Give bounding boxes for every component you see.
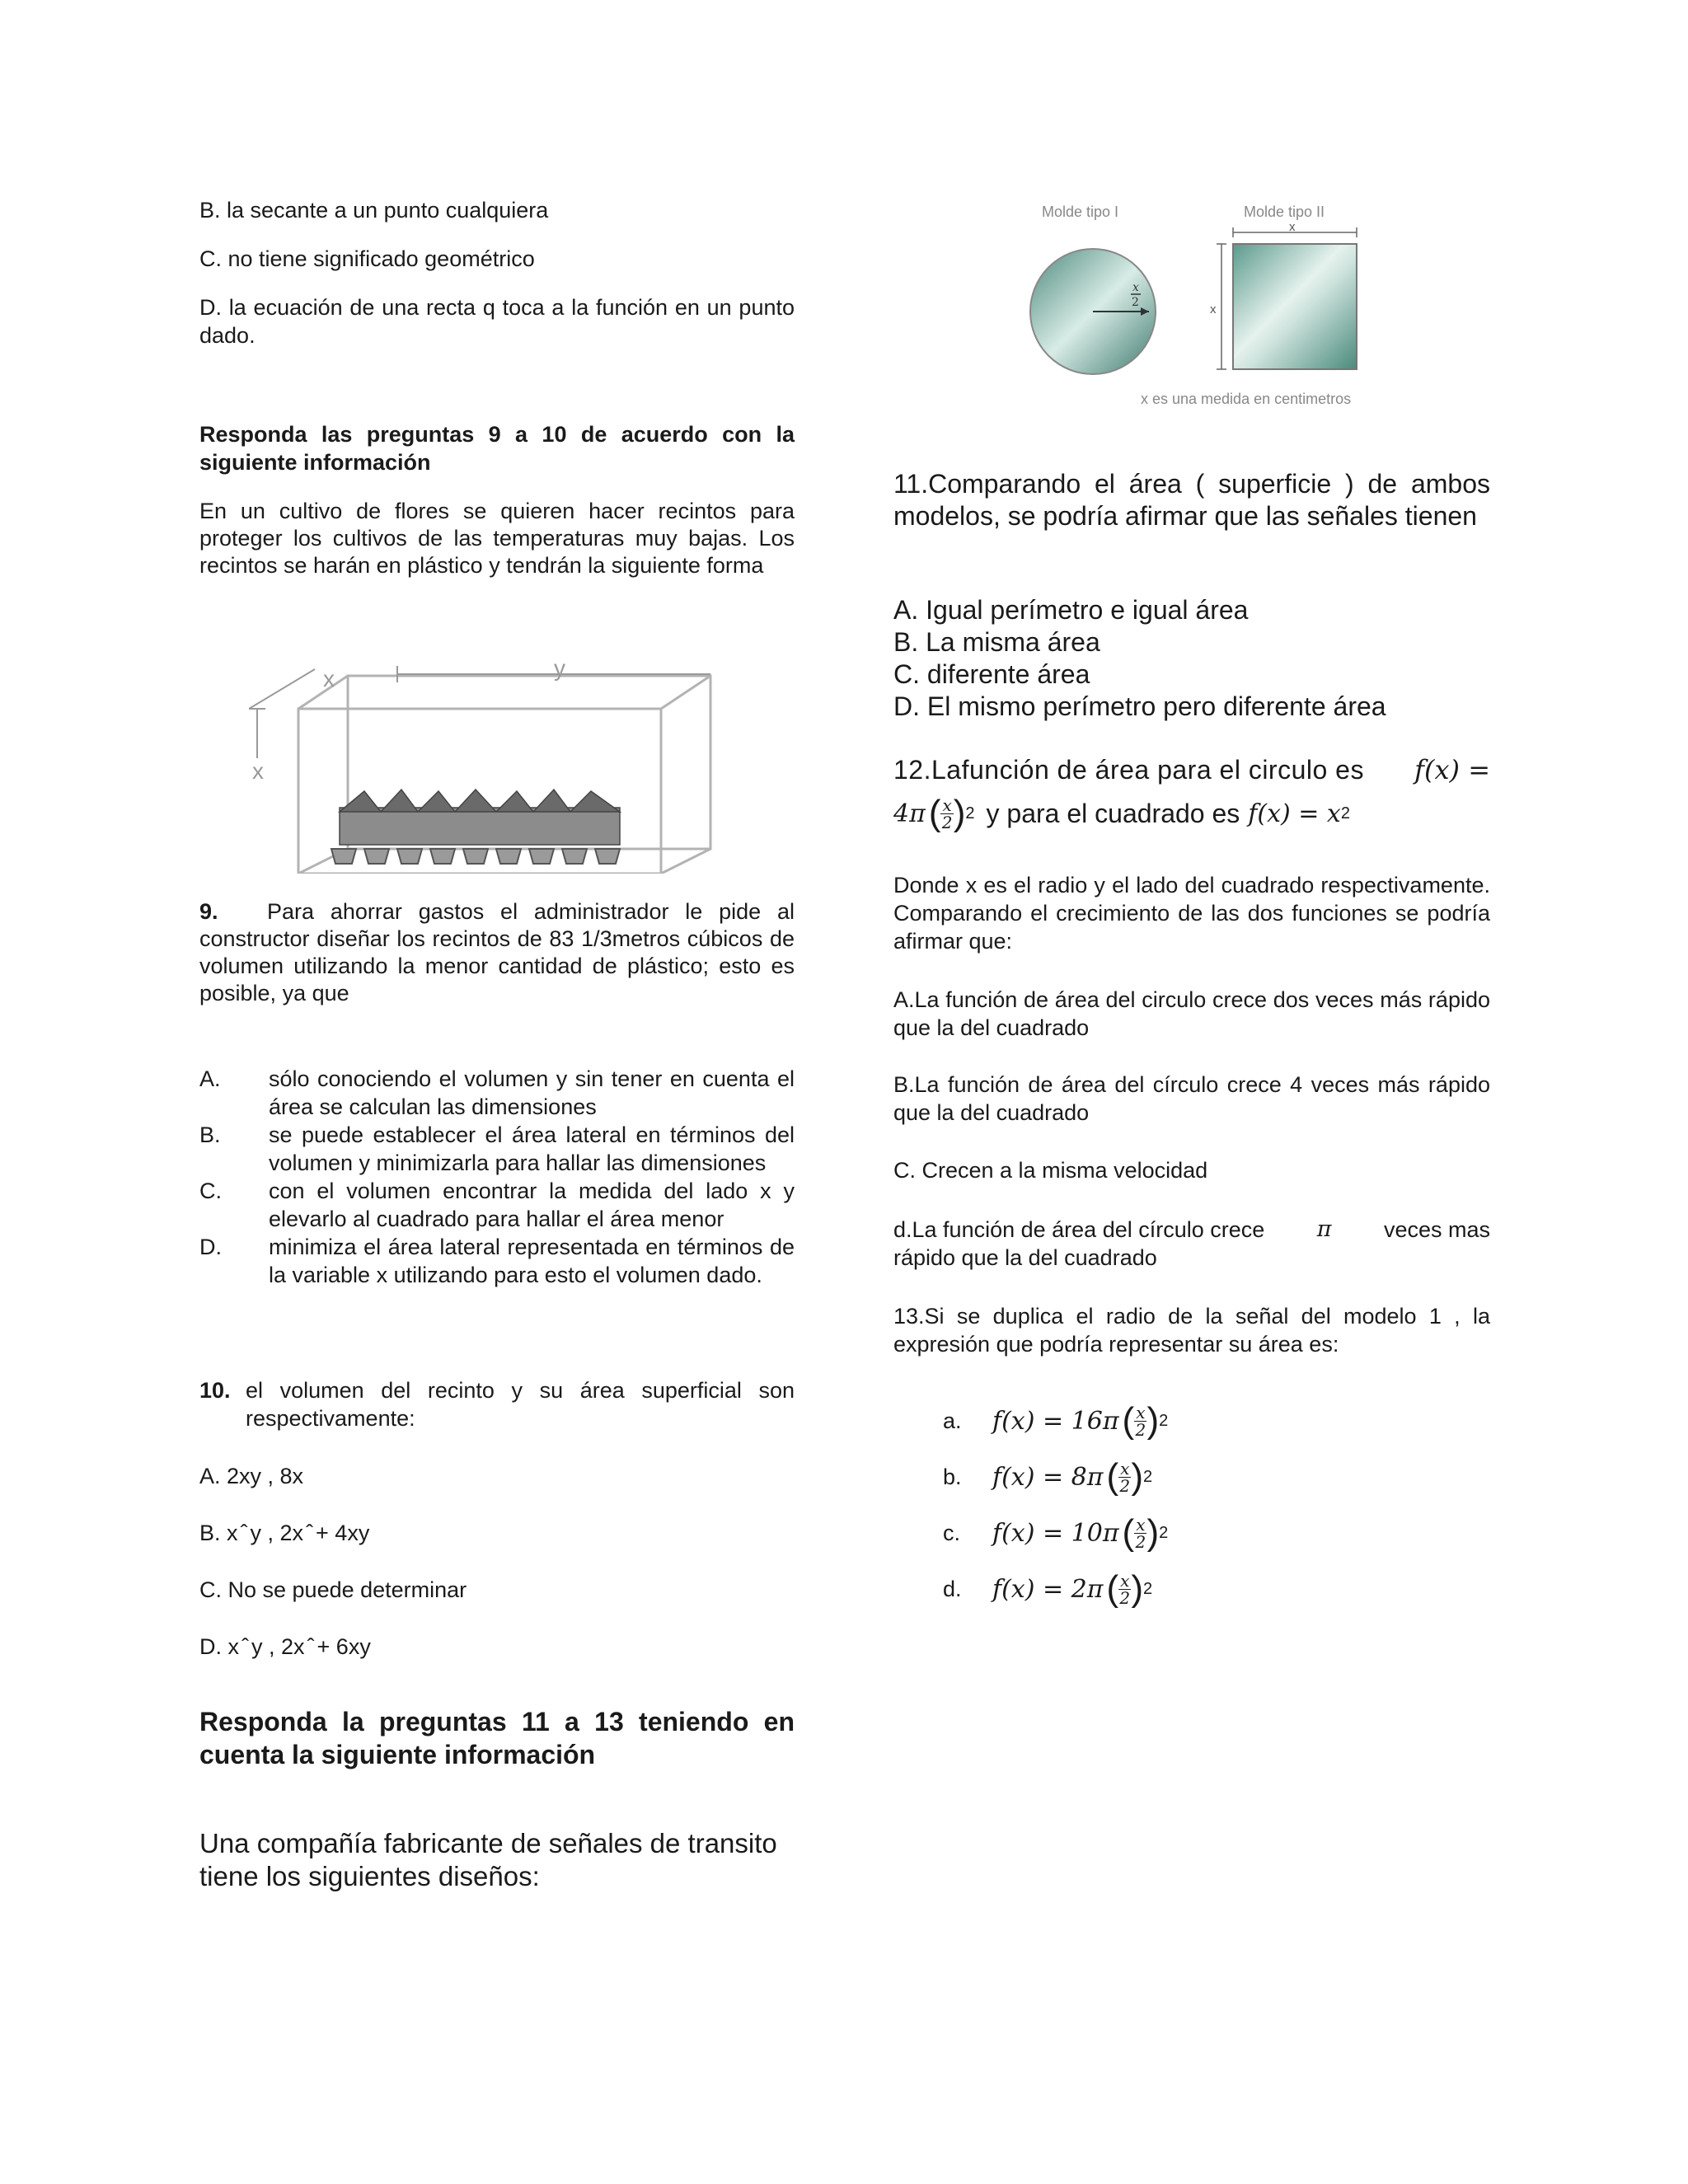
q13-b-exp: 2 [1143, 1467, 1153, 1486]
q12-coef: 4π [893, 799, 926, 828]
q12-exp-1: 2 [965, 804, 975, 823]
q9-option-d-letter: D. [199, 1235, 222, 1259]
q10-option-b[interactable]: B. x ̂ y , 2x ̂ + 4xy [199, 1521, 370, 1545]
q13-b-frac-num: x [1120, 1458, 1130, 1479]
prev-option-d: D. la ecuación de una recta q toca a la función en un punto dado. [199, 295, 795, 348]
q12-option-c[interactable]: C. Crecen a la misma velocidad [893, 1158, 1208, 1183]
q9-text: Para ahorrar gastos el administrador le pide al constructor diseñar los recintos de 83 1/3metros cúbicos de volumen utilizando la menor cantidad de plástico; esto es posible, ya que [199, 899, 795, 1005]
prev-option-b: B. la secante a un punto cualquiera [199, 198, 549, 223]
q13-c-exp: 2 [1159, 1523, 1169, 1542]
q11-option-c[interactable]: C. diferente área [893, 659, 1090, 689]
q11-option-d[interactable]: D. El mismo perímetro pero diferente área [893, 691, 1386, 721]
q13-d-frac-num: x [1120, 1570, 1130, 1591]
q13-option-a[interactable]: a. f(x) = 16π ( $\frac{x}{2}$ ) 2 [943, 1400, 1169, 1441]
square-sign [1233, 244, 1357, 369]
q12-intro: 12.Lafunción de área para el circulo es [893, 755, 1364, 785]
box-label-y: y [554, 655, 565, 681]
q12-line1 [893, 753, 1490, 786]
q9-option-b-text: se puede establecer el área lateral en términos del volumen y minimizarla para hallar las dimensiones [269, 1122, 795, 1175]
q13-a-exp: 2 [1159, 1411, 1169, 1430]
q9-options [199, 1065, 795, 1289]
label-molde-tipo-2: Molde tipo II [1244, 204, 1325, 220]
q13-option-d[interactable]: d. f(x) = 2π ( $\frac{x}{2}$ ) 2 [943, 1568, 1153, 1609]
q13-c-frac-den: 2 [1135, 1531, 1146, 1552]
q13-option-a-expr: f(x) = 16π [992, 1406, 1119, 1436]
q12-option-d-text-b: rápido que la del cuadrado [893, 1245, 1157, 1270]
q13-option-b-letter: b. [943, 1464, 962, 1489]
q12-option-d-text-a: d.La función de área del círculo crece [893, 1217, 1265, 1242]
q9-number: 9. [199, 899, 218, 924]
traffic-signs-figure [1025, 198, 1372, 412]
instructions-11-13: Responda la preguntas 11 a 13 teniendo en cuenta la siguiente información [199, 1707, 795, 1769]
q13-a-frac-den: 2 [1135, 1419, 1146, 1440]
q12-frac-den: 2 [941, 812, 953, 832]
label-x-side: x [1210, 302, 1217, 316]
question-11: 11.Comparando el área ( superficie ) de ambos modelos, se podría afirmar que las señales tienen [893, 469, 1490, 531]
q12-frac-num: x [942, 794, 952, 815]
q12-exp-2: 2 [1340, 804, 1350, 823]
q9-option-a-text: sólo conociendo el volumen y sin tener en cuenta el área se calculan las dimensiones [269, 1066, 795, 1119]
context-9-10: En un cultivo de flores se quieren hacer recintos para proteger los cultivos de las temperaturas muy bajas. Los recintos se harán en plástico y tendrán la siguiente forma [199, 499, 795, 578]
q9-option-b-letter: B. [199, 1122, 221, 1147]
q10-option-a[interactable]: A. 2xy , 8x [199, 1464, 304, 1488]
q13-a-frac-num: x [1136, 1402, 1146, 1422]
q10-number: 10. [199, 1378, 231, 1403]
instructions-9-10: Responda las preguntas 9 a 10 de acuerdo con la siguiente información [199, 422, 795, 475]
context-11-13: Una compañía fabricante de señales de transito tiene los siguientes diseños: [199, 1828, 777, 1891]
q13-options [943, 1393, 1437, 1617]
prev-option-c: C. no tiene significado geométrico [199, 246, 535, 271]
label-x-half-num: x [1132, 281, 1139, 294]
q10-text: el volumen del recinto y su área superficial son respectivamente: [246, 1378, 795, 1431]
q10-option-c[interactable]: C. No se puede determinar [199, 1577, 467, 1602]
q12-text2: Donde x es el radio y el lado del cuadrado respectivamente. Comparando el crecimiento de las dos funciones se podría afirmar que: [893, 873, 1490, 954]
q13-option-d-expr: f(x) = 2π [992, 1574, 1104, 1604]
q9-option-d-text: minimiza el área lateral representada en términos de la variable x utilizando para esto el volumen dado. [269, 1235, 795, 1287]
q13-option-c[interactable]: c. f(x) = 10π ( $\frac{x}{2}$ ) 2 [943, 1512, 1169, 1553]
q9-option-a[interactable] [199, 1065, 795, 1121]
q12-fraction [940, 794, 953, 832]
q12-option-a[interactable]: A.La función de área del circulo crece dos veces más rápido que la del cuadrado [893, 987, 1490, 1040]
q13-option-a-letter: a. [943, 1408, 962, 1433]
q13-d-frac-den: 2 [1119, 1587, 1131, 1608]
q11-option-b[interactable]: B. La misma área [893, 627, 1100, 657]
q13-c-frac-num: x [1136, 1514, 1146, 1535]
q9-option-c-text: con el volumen encontrar la medida del lado x y elevarlo al cuadrado para hallar el área menor [269, 1179, 795, 1231]
label-x-half-den: 2 [1132, 296, 1139, 309]
q9-option-c[interactable] [199, 1177, 795, 1233]
q9-option-a-letter: A. [199, 1066, 221, 1091]
q9-option-d[interactable] [199, 1233, 795, 1289]
q13-d-exp: 2 [1143, 1579, 1153, 1598]
q13-option-c-letter: c. [943, 1520, 961, 1545]
q13-option-c-expr: f(x) = 10π [992, 1518, 1119, 1548]
q12-option-d[interactable] [893, 1216, 1490, 1272]
q13-b-frac-den: 2 [1119, 1475, 1131, 1496]
question-10 [199, 1376, 795, 1432]
box-label-x-side: x [252, 758, 264, 784]
box-label-x-top: x [323, 666, 335, 691]
q11-option-a[interactable]: A. Igual perímetro e igual área [893, 595, 1249, 625]
q12-option-d-pi: π [1316, 1216, 1332, 1242]
q12-line2: 4π ( $\frac{x}{2}$ ) 2 y para el cuadrado es f(x) = x 2 [893, 793, 1350, 833]
figure-caption: x es una medida en centimetros [1141, 391, 1352, 407]
q12-f-square: f(x) = x [1248, 799, 1341, 828]
q13-option-b-expr: f(x) = 8π [992, 1462, 1104, 1492]
q9-option-c-letter: C. [199, 1179, 222, 1203]
q12-f-circle-lhs: f(x) = [1414, 754, 1490, 785]
q10-option-d[interactable]: D. x ̂ y , 2x ̂ + 6xy [199, 1634, 371, 1659]
q12-option-b[interactable]: B.La función de área del círculo crece 4 veces más rápido que la del cuadrado [893, 1072, 1490, 1125]
q13-option-b[interactable]: b. f(x) = 8π ( $\frac{x}{2}$ ) 2 [943, 1456, 1153, 1497]
q12-option-d-text-b-first: veces mas [1383, 1217, 1490, 1242]
q12-mid-text: y para el cuadrado es [986, 799, 1240, 828]
label-molde-tipo-1: Molde tipo I [1042, 204, 1119, 220]
q9-option-b[interactable] [199, 1121, 795, 1177]
question-13: 13.Si se duplica el radio de la señal del modelo 1 , la expresión que podría representar su área es: [893, 1304, 1490, 1357]
label-x-top: x [1289, 220, 1296, 234]
question-9 [199, 898, 795, 1007]
greenhouse-box-figure [249, 651, 719, 874]
q13-option-d-letter: d. [943, 1576, 962, 1601]
